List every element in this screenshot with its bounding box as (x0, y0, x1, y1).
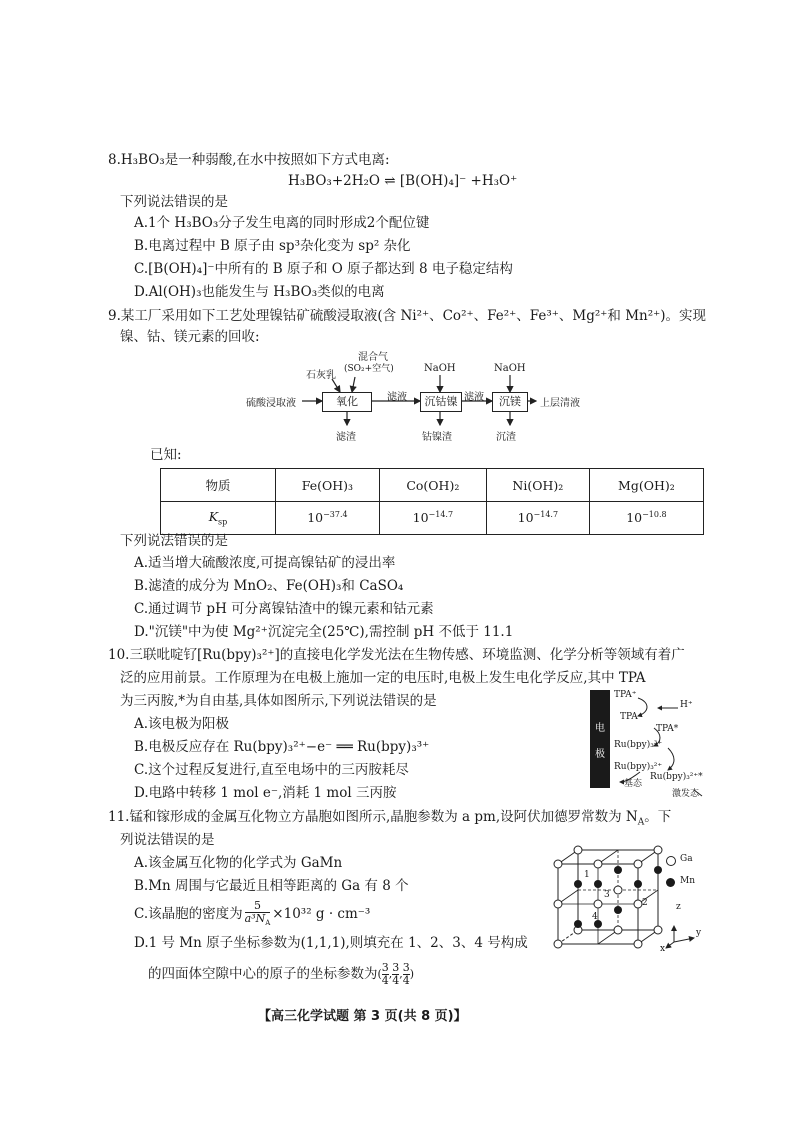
q11-stem-line1: 11.锰和镓形成的金属互化物立方晶胞如图所示,晶胞参数为 a pm,设阿伏加德罗常数为 $N_A$。下 (108, 809, 672, 828)
q10-stem-line2: 泛的应用前景。工作原理为在电极上施加一定的电压时,电极上发生电化学反应,其中 TPA (120, 670, 646, 686)
table-header-cell: 物质 (161, 469, 276, 502)
ecl-ru3: Ru(bpy)₃³⁺ (614, 740, 663, 750)
ksp-table (160, 468, 704, 535)
ecl-tpa-plus: TPA⁺ (614, 690, 637, 700)
q9-stem-line1: 9.某工厂采用如下工艺处理镍钴矿硫酸浸取液(含 Ni²⁺、Co²⁺、Fe²⁺、Fe³⁺、Mg²⁺和 Mn²⁺)。实现 (108, 308, 707, 324)
q9-prompt: 下列说法错误的是 (120, 533, 228, 549)
axis-y-label: y (696, 928, 702, 938)
ecl-h-plus: H⁺ (680, 700, 693, 710)
flow-out-co-ni-residue: 钴镍渣 (422, 432, 452, 443)
q11-option-c: C.该晶胞的密度为 $\frac{5}{a^3N_A}$ ×10³² g · cm⁻³ (134, 899, 371, 928)
flow-input: 硫酸浸取液 (246, 398, 296, 409)
table-cell: Co(OH)₂ (379, 469, 486, 502)
page-footer: 【高三化学试题 第 3 页(共 8 页)】 (258, 1009, 467, 1024)
q10-option-d: D.电路中转移 1 mol e⁻,消耗 1 mol 三丙胺 (134, 785, 397, 801)
q10-stem-line1: 10.三联吡啶钌[Ru(bpy)₃²⁺]的直接电化学发光法在生物传感、环境监测、化学分析等领域有着广 (108, 647, 685, 663)
q11-option-b: B.Mn 周围与它最近且相等距离的 Ga 有 8 个 (134, 878, 409, 894)
q8-stem: 8.H₃BO₃是一种弱酸,在水中按照如下方式电离: (108, 152, 390, 168)
legend-ga-icon (666, 856, 676, 866)
flow-in-naoh-1: NaOH (424, 363, 456, 374)
table-row (161, 502, 704, 535)
q8-option-a: A.1个 H₃BO₃分子发生电离的同时形成2个配位键 (134, 215, 430, 231)
q8-equation: H₃BO₃+2H₂O ⇌ [B(OH)₄]⁻ +H₃O⁺ (288, 173, 518, 189)
ecl-ru2: Ru(bpy)₃²⁺ (614, 762, 663, 772)
axis-x-label: x (660, 944, 666, 954)
table-cell: $10^{-37.4}$ (276, 502, 380, 535)
table-row (161, 469, 704, 502)
table-cell: Ni(OH)₂ (486, 469, 589, 502)
q8-prompt: 下列说法错误的是 (120, 194, 228, 210)
flow-filtrate-2: 滤液 (464, 392, 484, 403)
flow-box-precip-co-ni: 沉钴镍 (420, 392, 462, 412)
q8-option-b: B.电离过程中 B 原子由 sp³杂化变为 sp² 杂化 (134, 238, 411, 254)
q9-option-d: D."沉镁"中为使 Mg²⁺沉淀完全(25℃),需控制 pH 不低于 11.1 (134, 624, 514, 640)
flow-box-precip-mg: 沉镁 (492, 392, 528, 412)
flow-out-sediment: 沉渣 (496, 432, 516, 443)
q11-option-d-line1: D.1 号 Mn 原子坐标参数为(1,1,1),则填充在 1、2、3、4 号构成 (134, 935, 528, 951)
cell-label-3: 3 (604, 890, 610, 900)
q9-option-b: B.滤渣的成分为 MnO₂、Fe(OH)₃和 CaSO₄ (134, 578, 404, 594)
table-cell: $10^{-14.7}$ (486, 502, 589, 535)
q9-option-a: A.适当增大硫酸浓度,可提高镍钴矿的浸出率 (134, 555, 396, 571)
flow-filtrate-1: 滤液 (387, 392, 407, 403)
cell-label-1: 1 (584, 870, 590, 880)
cell-label-4: 4 (592, 912, 598, 922)
q11-option-a: A.该金属互化物的化学式为 GaMn (134, 855, 343, 871)
table-header-cell: $K_{sp}$ (161, 502, 276, 535)
table-cell: $10^{-14.7}$ (379, 502, 486, 535)
table-cell: Fe(OH)₃ (276, 469, 380, 502)
ecl-ru2-excited: Ru(bpy)₃²⁺* (650, 772, 703, 782)
cell-label-2: 2 (642, 898, 648, 908)
q9-known: 已知: (150, 447, 182, 463)
q9-option-c: C.通过调节 pH 可分离镍钴渣中的镍元素和钴元素 (134, 601, 434, 617)
flow-in-gas-detail: (SO₂+空气) (344, 364, 394, 374)
table-cell: $10^{-10.8}$ (589, 502, 703, 535)
electrode-label: 电极 (595, 723, 605, 760)
q8-option-d: D.Al(OH)₃也能发生与 H₃BO₃类似的电离 (134, 284, 385, 300)
flow-in-lime: 石灰乳 (306, 370, 336, 381)
flow-box-oxidation: 氧化 (322, 392, 372, 412)
axis-z-label: z (676, 902, 681, 912)
q10-stem-line3: 为三丙胺,*为自由基,具体如图所示,下列说法错误的是 (120, 693, 437, 709)
q9-stem-line2: 镍、钴、镁元素的回收: (120, 329, 260, 345)
legend-ga-label: Ga (680, 854, 693, 864)
q8-option-c: C.[B(OH)₄]⁻中所有的 B 原子和 O 原子都达到 8 电子稳定结构 (134, 261, 513, 277)
q10-option-c: C.这个过程反复进行,直至电场中的三丙胺耗尽 (134, 762, 409, 778)
ecl-tpa-star: TPA* (656, 724, 679, 734)
q11-option-d-line2: 的四面体空隙中心的原子的坐标参数为( $\frac{3}{4}$ , $\frac{3}{4}$ , $\frac{3}{4}$ ) (148, 961, 415, 987)
flow-in-gas: 混合气 (358, 352, 388, 363)
q10-option-a: A.该电极为阳极 (134, 716, 230, 732)
q11-stem-line2: 列说法错误的是 (120, 832, 215, 848)
legend-mn-icon (666, 878, 675, 887)
table-cell: Mg(OH)₂ (589, 469, 703, 502)
ecl-excited-state: 激发态 (672, 789, 700, 799)
flow-output: 上层清液 (540, 398, 580, 409)
flow-out-residue: 滤渣 (336, 432, 356, 443)
legend-mn-label: Mn (680, 876, 696, 886)
q10-option-b: B.电极反应存在 Ru(bpy)₃²⁺−e⁻ ══ Ru(bpy)₃³⁺ (134, 739, 430, 755)
flow-in-naoh-2: NaOH (494, 363, 526, 374)
ecl-ground-state: 基态 (624, 779, 643, 789)
ecl-tpa: TPA (620, 712, 638, 722)
